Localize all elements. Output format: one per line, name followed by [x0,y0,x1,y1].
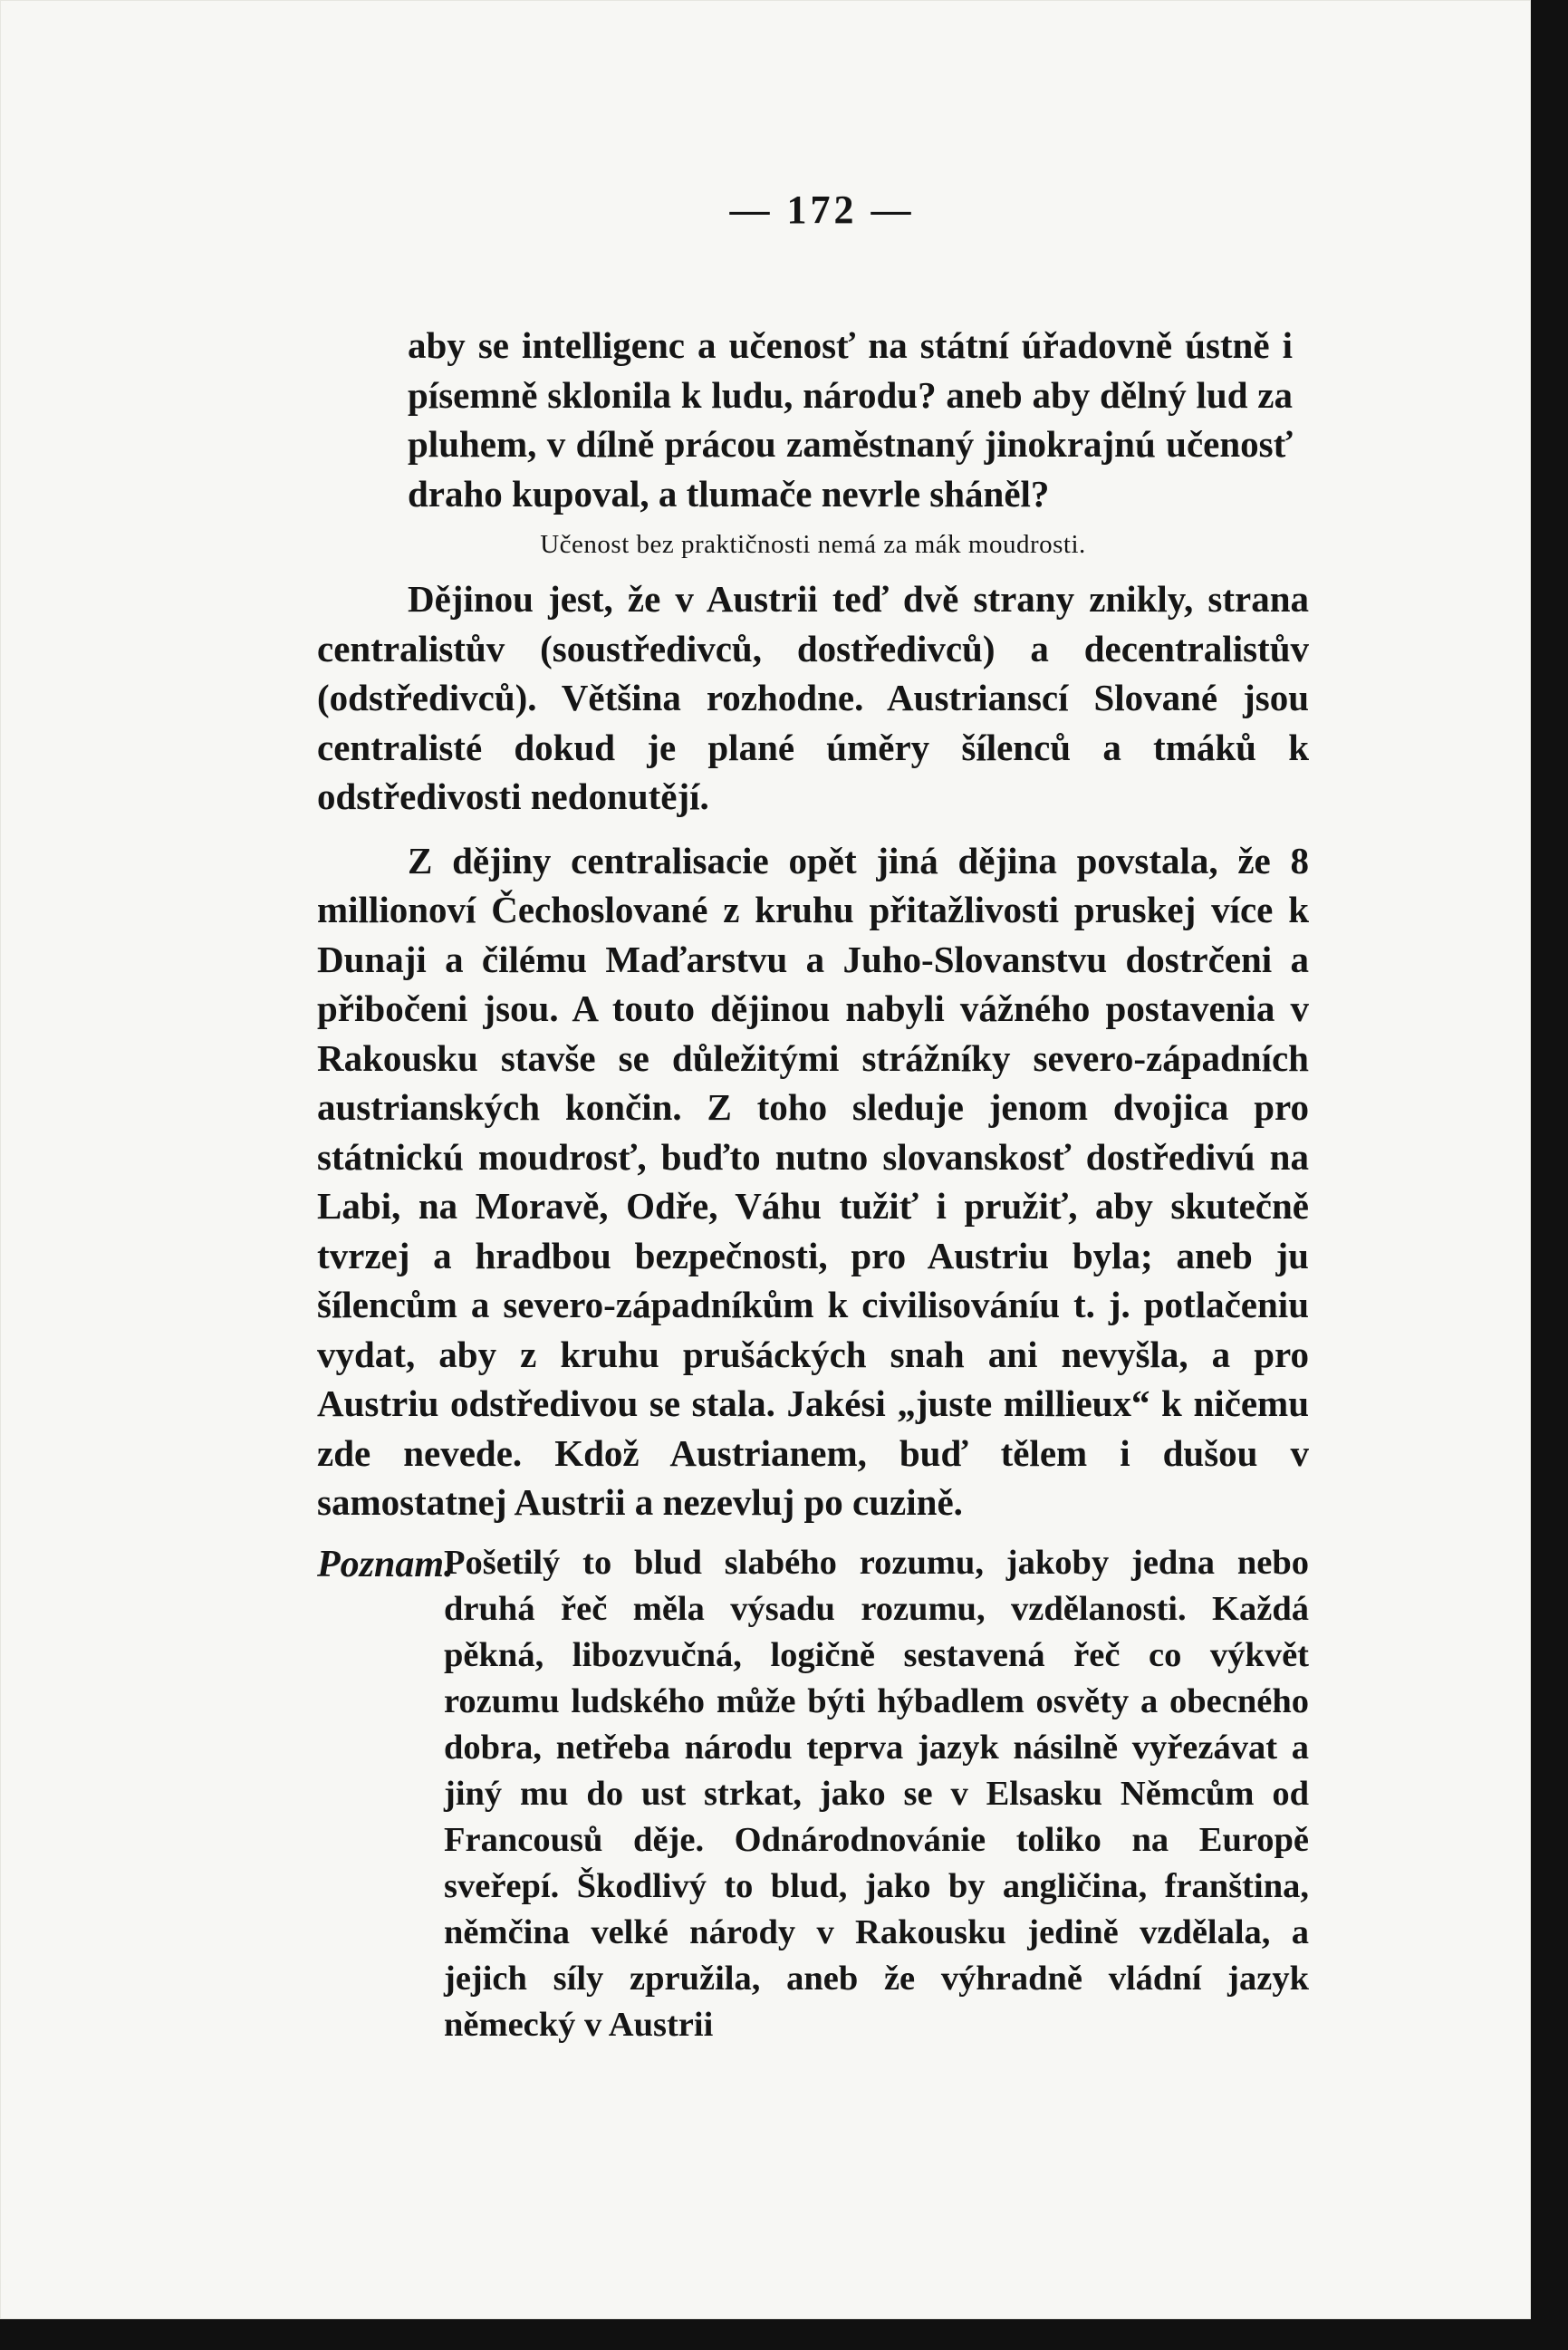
page-content [317,190,1309,2048]
paragraph-2: Dějinou jest, že v Austrii teď dvě strany znikly, strana centralistův (soustředivců, dostředivců) a decentralistův (odstředivců). Většina rozhodne. Austrianscí Slované jsou centralisté dokud je plané úměry šílenců a tmáků k odstředivosti nedonutějí. [317,578,1309,817]
paragraph-3: Z dějiny centralisacie opět jiná dějina povstala, že 8 millionoví Čechoslované z kruhu přitažlivosti pruskej více k Dunaji a čilému Maďarstvu a Juho-Slovanstvu dostrčeni a přibočeni jsou. A touto dějinou nabyli vážného postavenia v Rakousku stavše se důležitými strážníky severo-západních austrianských končin. Z toho sleduje jenom dvojica pro státnickú moudrosť, buďto nutno slovanskosť dostředivú na Labi, na Moravě, Odře, Váhu tužiť i pružiť, aby skutečně tvrzej a hradbou bezpečnosti, pro Austriu byla; aneb ju šílencům a severo-západníkům k civilisováníu t. j. potlačeniu vydat, aby z kruhu prušáckých snah ani nevyšla, a pro Austriu odstředivou se stala. Jakési „juste millieux“ k ničemu zde nevede. Kdož Austrianem, buď tělem i dušou v samostatnej Austrii a nezevluj po cuzině. [317,839,1309,1523]
paragraph-1: aby se intelligenc a učenosť na státní úřadovně ústně i písemně sklonila k ludu, národu? aneb aby dělný lud za pluhem, v dílně prácou zaměstnaný jinokrajnú učenosť draho kupoval, a tlumače nevrle sháněl? [408,324,1293,515]
note-block [317,1540,1309,2048]
note-label: Poznam. [317,1543,454,1585]
motto: Učenost bez praktičnosti nemá za mák moudrosti. [540,530,1086,559]
page-number: — 172 — [729,188,915,232]
note-text: Pošetilý to blud slabého rozumu, jakoby jedna nebo druhá řeč měla výsadu rozumu, vzdělanosti. Každá pěkná, libozvučná, logičně sestavená řeč co výkvět rozumu ludského může býti hýbadlem osvěty a obecného dobra, netřeba národu teprva jazyk násilně vyřezávat a jiný mu do ust strkat, jako se v Elsasku Němcům od Francousů děje. Odnárodnovánie toliko na Europě sveřepí. Škodlivý to blud, jako by angličina, franština, němčina velké národy v Rakousku jedině vzdělala, a jejich síly zpružila, aneb že výhradně vládní jazyk německý v Austrii [444,1543,1309,2044]
